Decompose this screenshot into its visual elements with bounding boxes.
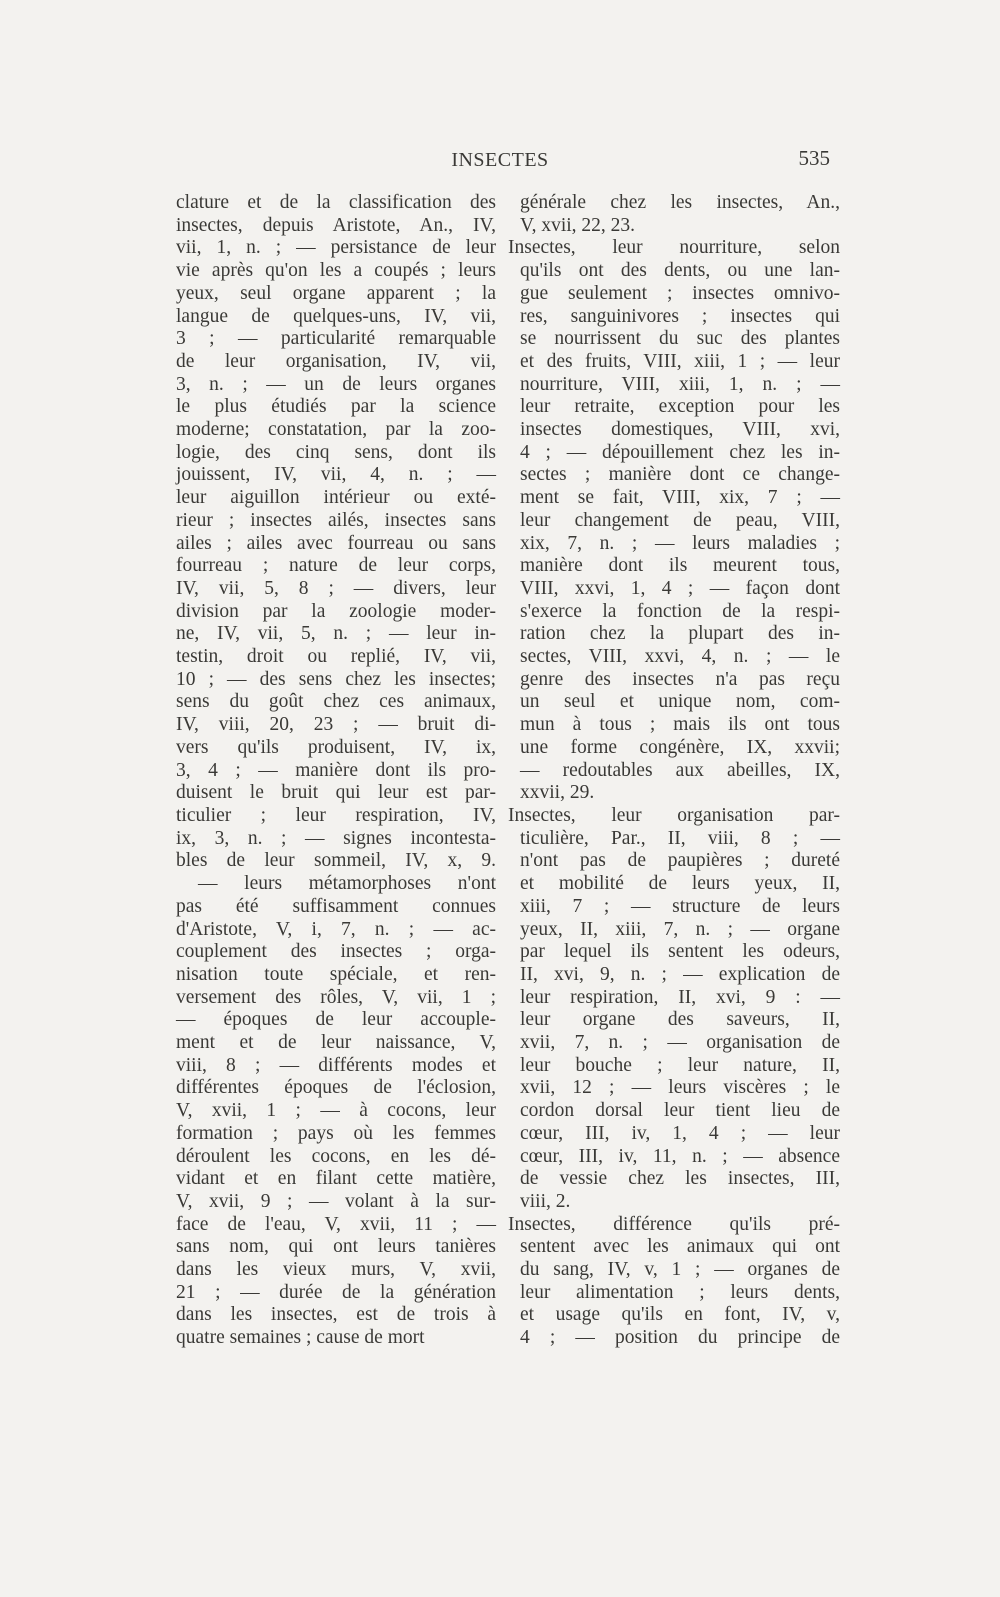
index-text-line: IV, vii, 5, 8 ; — divers, leur	[176, 577, 496, 599]
index-text-line: couplement des insectes ; orga-	[176, 941, 496, 963]
index-text-line: ix, 3, n. ; — signes incontesta-	[176, 827, 496, 849]
index-text-line: et usage qu'ils en font, IV, v,	[520, 1304, 840, 1326]
index-text-line: 3 ; — particularité remarquable	[176, 328, 496, 350]
index-text-line: ticulière, Par., II, viii, 8 ; —	[520, 827, 840, 849]
index-text-line: vers qu'ils produisent, IV, ix,	[176, 736, 496, 758]
index-text-line: clature et de la classification des	[176, 192, 496, 213]
index-text-line: insectes, depuis Aristote, An., IV,	[176, 214, 496, 236]
index-text-line: un seul et unique nom, com-	[520, 691, 840, 713]
right-column	[508, 192, 840, 1350]
index-text-line: versement des rôles, V, vii, 1 ;	[176, 986, 496, 1008]
index-text-line: bles de leur sommeil, IV, x, 9.	[176, 850, 496, 872]
index-text-line: leur respiration, II, xvi, 9 : —	[520, 986, 840, 1008]
index-text-line: se nourrissent du suc des plantes	[520, 328, 840, 350]
index-text-line: ment se fait, VIII, xix, 7 ; —	[520, 487, 840, 509]
index-text-line: d'Aristote, V, i, 7, n. ; — ac-	[176, 918, 496, 940]
index-text-line: quatre semaines ; cause de mort	[176, 1327, 425, 1349]
index-text-line: gue seulement ; insectes omnivo-	[520, 282, 840, 304]
index-text-line: jouissent, IV, vii, 4, n. ; —	[176, 464, 496, 486]
index-text-line: 3, 4 ; — manière dont ils pro-	[176, 759, 496, 781]
index-text-line: n'ont pas de paupières ; dureté	[520, 850, 840, 872]
index-text-line: dans les insectes, est de trois à	[176, 1304, 496, 1326]
index-text-line: du sang, IV, v, 1 ; — organes de	[520, 1259, 840, 1281]
index-text-line: cordon dorsal leur tient lieu de	[520, 1100, 840, 1122]
index-text-line: viii, 8 ; — différents modes et	[176, 1054, 496, 1076]
index-text-line: II, xvi, 9, n. ; — explication de	[520, 963, 840, 985]
index-text-line: par lequel ils sentent les odeurs,	[520, 941, 840, 963]
index-text-line: rieur ; insectes ailés, insectes sans	[176, 509, 496, 531]
index-text-line: xxvii, 29.	[520, 782, 595, 804]
index-text-line: insectes domestiques, VIII, xvi,	[520, 419, 840, 441]
index-text-line: sans nom, qui ont leurs tanières	[176, 1236, 496, 1258]
index-text-line: vie après qu'on les a coupés ; leurs	[176, 260, 496, 282]
index-text-line: sentent avec les animaux qui ont	[520, 1236, 840, 1258]
index-text-line: une forme congénère, IX, xxvii;	[520, 736, 840, 758]
index-text-line: manière dont ils meurent tous,	[520, 555, 840, 577]
index-text-line: sectes, VIII, xxvi, 4, n. ; — le	[520, 646, 840, 668]
index-text-line: leur retraite, exception pour les	[520, 396, 840, 418]
index-text-line: yeux, II, xiii, 7, n. ; — organe	[520, 918, 840, 940]
index-text-line: leur changement de peau, VIII,	[520, 509, 840, 531]
index-text-line: sens du goût chez ces animaux,	[176, 691, 496, 713]
index-text-line: déroulent les cocons, en les dé-	[176, 1145, 496, 1167]
index-text-line: xvii, 7, n. ; — organisation de	[520, 1032, 840, 1054]
index-text-line: leur aiguillon intérieur ou exté-	[176, 487, 496, 509]
index-entry-heading-line: Insectes, différence qu'ils pré-	[508, 1213, 840, 1235]
index-text-line: de vessie chez les insectes, III,	[520, 1168, 840, 1190]
index-text-line: fourreau ; nature de leur corps,	[176, 555, 496, 577]
index-text-line: générale chez les insectes, An.,	[520, 192, 840, 213]
index-text-line: ailes ; ailes avec fourreau ou sans	[176, 532, 496, 554]
index-text-line: res, sanguinivores ; insectes qui	[520, 305, 840, 327]
index-text-line: cœur, III, iv, 11, n. ; — absence	[520, 1145, 840, 1167]
index-text-line: 21 ; — durée de la génération	[176, 1281, 496, 1303]
index-text-line: — redoutables aux abeilles, IX,	[520, 759, 840, 781]
index-text-line: ticulier ; leur respiration, IV,	[176, 804, 496, 826]
index-text-line: 4 ; — position du principe de	[520, 1327, 840, 1349]
index-text-line: V, xvii, 22, 23.	[520, 214, 636, 236]
index-text-line: xvii, 12 ; — leurs viscères ; le	[520, 1077, 840, 1099]
index-entry-heading-line: Insectes, leur nourriture, selon	[508, 237, 840, 259]
index-text-line: ration chez la plupart des in-	[520, 623, 840, 645]
index-text-line: xiii, 7 ; — structure de leurs	[520, 895, 840, 917]
index-text-line: VIII, xxvi, 1, 4 ; — façon dont	[520, 577, 840, 599]
index-text-line: nourriture, VIII, xiii, 1, n. ; —	[520, 373, 840, 395]
index-text-line: s'exerce la fonction de la respi-	[520, 600, 840, 622]
index-text-line: nisation toute spéciale, et ren-	[176, 963, 496, 985]
index-text-line: 3, n. ; — un de leurs organes	[176, 373, 496, 395]
index-text-line: xix, 7, n. ; — leurs maladies ;	[520, 532, 840, 554]
index-text-line: de leur organisation, IV, vii,	[176, 350, 496, 372]
index-text-line: V, xvii, 1 ; — à cocons, leur	[176, 1100, 496, 1122]
index-text-line: leur alimentation ; leurs dents,	[520, 1281, 840, 1303]
index-text-line: qu'ils ont des dents, ou une lan-	[520, 260, 840, 282]
index-text-line: vii, 1, n. ; — persistance de leur	[176, 237, 496, 259]
index-text-line: différentes époques de l'éclosion,	[176, 1077, 496, 1099]
index-text-line: 4 ; — dépouillement chez les in-	[520, 441, 840, 463]
running-head: INSECTES	[451, 149, 549, 171]
index-text-line: IV, viii, 20, 23 ; — bruit di-	[176, 714, 496, 736]
index-text-line: ment et de leur naissance, V,	[176, 1032, 496, 1054]
index-text-line: duisent le bruit qui leur est par-	[176, 782, 496, 804]
index-text-line: cœur, III, iv, 1, 4 ; — leur	[520, 1122, 840, 1144]
index-text-line: pas été suffisamment connues	[176, 895, 496, 917]
index-text-line: langue de quelques-uns, IV, vii,	[176, 305, 496, 327]
index-text-line: 10 ; — des sens chez les insectes;	[176, 668, 496, 690]
index-text-line: sectes ; manière dont ce change-	[520, 464, 840, 486]
index-text-line: face de l'eau, V, xvii, 11 ; —	[176, 1213, 496, 1235]
index-entry-heading-line: Insectes, leur organisation par-	[508, 804, 840, 826]
index-text-line: et mobilité de leurs yeux, II,	[520, 873, 840, 895]
index-text-line: leur organe des saveurs, II,	[520, 1009, 840, 1031]
index-text-line: leur bouche ; leur nature, II,	[520, 1054, 840, 1076]
index-text-line: formation ; pays où les femmes	[176, 1122, 496, 1144]
index-text-line: — époques de leur accouple-	[176, 1009, 496, 1031]
index-text-line: — leurs métamorphoses n'ont	[198, 873, 496, 895]
index-text-line: logie, des cinq sens, dont ils	[176, 441, 496, 463]
index-text-line: et des fruits, VIII, xiii, 1 ; — leur	[520, 350, 840, 372]
index-text-line: dans les vieux murs, V, xvii,	[176, 1259, 496, 1281]
index-text-line: yeux, seul organe apparent ; la	[176, 282, 496, 304]
index-text-line: vidant et en filant cette matière,	[176, 1168, 496, 1190]
index-text-line: testin, droit ou replié, IV, vii,	[176, 646, 496, 668]
index-text-line: genre des insectes n'a pas reçu	[520, 668, 840, 690]
index-text-line: viii, 2.	[520, 1190, 571, 1212]
index-text-line: division par la zoologie moder-	[176, 600, 496, 622]
index-text-line: le plus étudiés par la science	[176, 396, 496, 418]
left-column	[176, 192, 496, 1350]
index-text-line: V, xvii, 9 ; — volant à la sur-	[176, 1190, 496, 1212]
page-header	[170, 146, 830, 176]
index-text-line: moderne; constatation, par la zoo-	[176, 419, 496, 441]
index-text-line: mun à tous ; mais ils ont tous	[520, 714, 840, 736]
page-number: 535	[798, 146, 830, 170]
index-text-line: ne, IV, vii, 5, n. ; — leur in-	[176, 623, 496, 645]
